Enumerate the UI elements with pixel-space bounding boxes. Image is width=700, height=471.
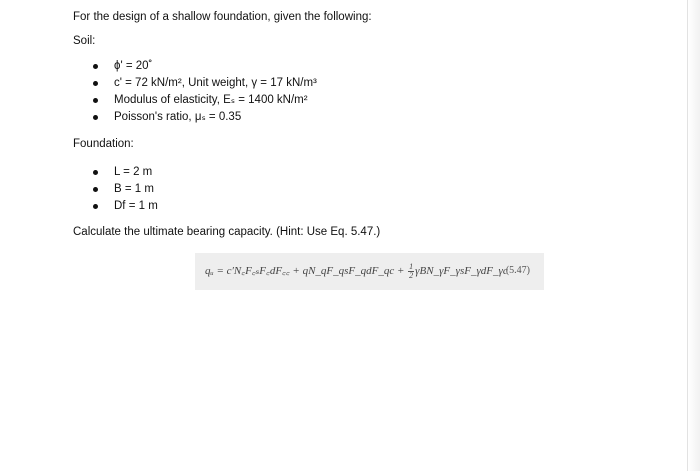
page-edge [687,0,700,471]
soil-item-cohesion [114,76,317,90]
equation-lhs: qᵤ = c′N꜀F꜀ₛF꜀dF꜀꜀ + qN_qF_qsF_qdF_qc + [205,265,408,278]
bullet-icon [93,115,98,120]
soil-item-label: Poisson's ratio, μₛ = 0.35 [114,111,242,123]
soil-item-poisson [114,110,241,124]
bullet-icon [93,64,98,69]
soil-item-modulus [114,93,308,107]
foundation-item-label: B = 1 m [114,183,154,195]
soil-heading: Soil: [73,35,96,47]
bullet-icon [93,204,98,209]
soil-item-label: Modulus of elasticity, Eₛ = 1400 kN/m² [114,94,308,106]
foundation-item-label: Df = 1 m [114,200,158,212]
soil-item-friction-angle [114,59,152,73]
bullet-icon [93,170,98,175]
calculate-instruction: Calculate the ultimate bearing capacity. (Hint: Use Eq. 5.47.) [73,226,381,238]
equation-image [195,253,544,290]
soil-item-label: ϕ' = 20˚ [114,60,153,72]
foundation-item-width [114,182,154,196]
bearing-capacity-equation [205,263,508,280]
equation-rhs: γBN_γF_γsF_γdF_γc [415,265,508,278]
foundation-heading: Foundation: [73,138,134,150]
foundation-item-length [114,165,152,179]
bullet-icon [93,187,98,192]
bullet-icon [93,81,98,86]
equation-fraction [408,263,414,280]
equation-number: (5.47) [505,265,530,276]
intro-text: For the design of a shallow foundation, given the following: [73,11,372,23]
fraction-denominator: 2 [409,271,414,280]
fraction-numerator: 1 [409,262,414,271]
soil-item-label: c' = 72 kN/m², Unit weight, γ = 17 kN/m³ [114,77,317,89]
foundation-item-depth [114,199,158,213]
foundation-item-label: L = 2 m [114,166,153,178]
bullet-icon [93,98,98,103]
